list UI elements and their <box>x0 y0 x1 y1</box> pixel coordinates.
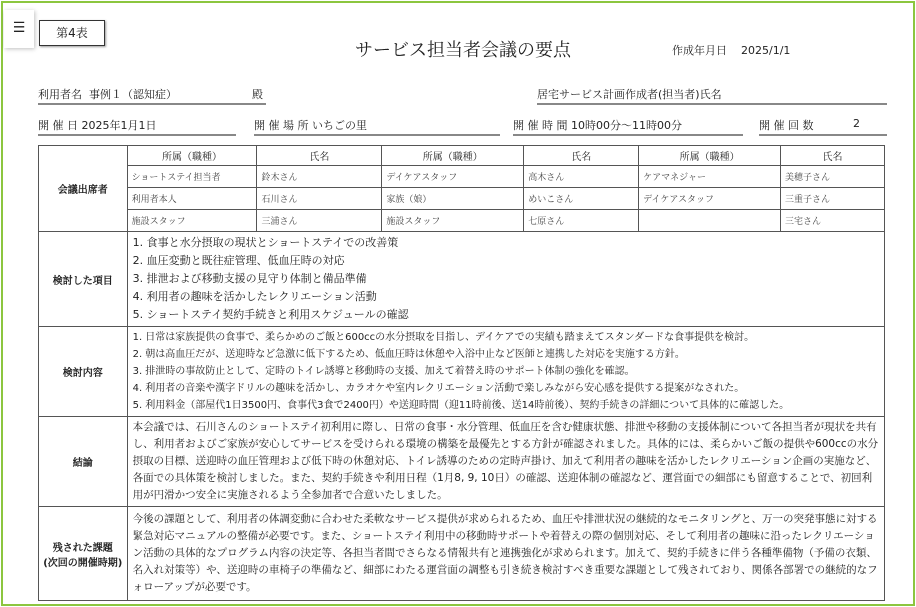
item-line: 3. 排泄および移動支援の見守り体制と備品準備 <box>132 272 367 285</box>
content-line: 3. 排泄時の事故防止として、定時のトイレ誘導と移動時の支援、加えて着替え時のサポート体制の強化を確認。 <box>132 366 635 377</box>
form-id: 第4表 <box>39 20 105 46</box>
content-list <box>127 327 884 417</box>
item-line: 1. 食事と水分摂取の現状とショートステイでの改善策 <box>132 236 399 249</box>
next-meeting-label: (次回の開催時期) <box>43 557 123 569</box>
attendee-affiliation: デイケアスタッフ <box>382 166 524 188</box>
user-name-field <box>38 86 266 105</box>
page-title: サービス担当者会議の要点 <box>355 40 571 61</box>
remaining-title: 残された課題 <box>52 542 113 554</box>
attendee-name: めいこさん <box>524 188 639 210</box>
planner-field <box>537 86 887 105</box>
attendee-name: 美穂子さん <box>781 166 885 188</box>
attendee-affiliation: ケアマネジャー <box>639 166 781 188</box>
attendee-name: 三宅さん <box>781 210 885 232</box>
count-field <box>759 117 887 136</box>
items-list <box>127 232 884 327</box>
item-line: 4. 利用者の趣味を活かしたレクリエーション活動 <box>132 290 377 303</box>
attendee-name: 七原さん <box>524 210 639 232</box>
user-name: 事例１（認知症） <box>89 88 177 101</box>
items-label: 検討した項目 <box>39 232 128 327</box>
item-line: 5. ショートステイ契約手続きと利用スケジュールの確認 <box>132 308 409 321</box>
attendee-name: 石川さん <box>257 188 382 210</box>
header-affiliation: 所属（職種） <box>127 146 257 166</box>
time-label: 開 催 時 間 <box>513 119 568 132</box>
remaining-row <box>39 507 885 601</box>
content-row <box>39 327 885 417</box>
attendee-row <box>39 210 885 232</box>
menu-icon[interactable]: ☰ <box>4 10 34 48</box>
attendee-affiliation: 利用者本人 <box>127 188 257 210</box>
user-label: 利用者名 <box>38 88 82 101</box>
date-label: 開 催 日 <box>38 119 78 132</box>
attendee-name: 高木さん <box>524 166 639 188</box>
conclusion-label: 結論 <box>39 417 128 507</box>
header-affiliation: 所属（職種） <box>382 146 524 166</box>
header-affiliation: 所属（職種） <box>639 146 781 166</box>
conclusion-text: 本会議では、石川さんのショートステイ初利用に際し、日常の食事・水分管理、低血圧を含む健康状態、排泄や移動の支援体制について各担当者が現状を共有し、利用者およびご家族が安心してサービスを受けられる環境の構築を最優先とする方針が確認されました。具体的には、柔らかいご飯の提供や600ccの水分摂取の目標、送迎時の血圧管理および低下時の休憩対応、トイレ誘導のための定時声掛け、加えて利用者の趣味を活かしたレクリエーション企画の実施など、各面での具体策を検討しました。また、契約手続きや利用日程（1月8, 9, 10日）の確認、送迎体制の確認など、運営面での細部にも留意することで、初回利用が円滑かつ安全に実施されるよう全参加者で合意いたしました。 <box>127 417 884 507</box>
attendee-affiliation: 施設スタッフ <box>382 210 524 232</box>
header-name: 氏名 <box>781 146 885 166</box>
attendee-header-row <box>39 146 885 166</box>
attendee-name: 鈴木さん <box>257 166 382 188</box>
attendee-row <box>39 166 885 188</box>
attendee-affiliation: ショートステイ担当者 <box>127 166 257 188</box>
place-label: 開 催 場 所 <box>254 119 309 132</box>
attendee-affiliation: 家族（娘） <box>382 188 524 210</box>
remaining-label <box>39 507 128 601</box>
attendee-row <box>39 188 885 210</box>
created-date <box>672 42 790 58</box>
content-line: 2. 朝は高血圧だが、送迎時など急激に低下するため、低血圧時は休憩や入浴中止など医師と連携した対応を実施する方針。 <box>132 349 685 360</box>
count-label: 開 催 回 数 <box>759 119 814 132</box>
meeting-table <box>38 145 885 601</box>
time-field <box>513 117 743 136</box>
date-value: 2025年1月1日 <box>81 119 157 132</box>
created-value: 2025/1/1 <box>741 44 791 57</box>
time-value: 10時00分〜11時00分 <box>571 119 682 132</box>
honorific: 殿 <box>252 88 263 101</box>
attendee-name: 三重子さん <box>781 188 885 210</box>
attendee-affiliation: デイケアスタッフ <box>639 188 781 210</box>
items-row <box>39 232 885 327</box>
item-line: 2. 血圧変動と既往症管理、低血圧時の対応 <box>132 254 345 267</box>
date-field <box>38 117 236 136</box>
content-line: 5. 利用料金（部屋代1日3500円、食事代3食で2400円）や送迎時間（迎11時前後、送14時前後）、契約手続きの詳細について具体的に確認した。 <box>132 400 790 411</box>
header-name: 氏名 <box>257 146 382 166</box>
planner-label: 居宅サービス計画作成者(担当者)氏名 <box>537 88 722 101</box>
place-field <box>254 117 500 136</box>
created-label: 作成年月日 <box>672 44 727 57</box>
content-label: 検討内容 <box>39 327 128 417</box>
content-line: 1. 日常は家族提供の食事で、柔らかめのご飯と600ccの水分摂取を目指し、デイケアでの実績も踏まえてスタンダードな食事提供を検討。 <box>132 332 755 343</box>
content-line: 4. 利用者の音楽や漢字ドリルの趣味を活かし、カラオケや室内レクリエーション活動で楽しみながら安心感を提供する提案がなされた。 <box>132 383 745 394</box>
attendee-affiliation <box>639 210 781 232</box>
attendee-name: 三浦さん <box>257 210 382 232</box>
count-value: 2 <box>853 117 860 130</box>
conclusion-row <box>39 417 885 507</box>
attendee-affiliation: 施設スタッフ <box>127 210 257 232</box>
attendees-label: 会議出席者 <box>39 146 128 232</box>
place-value: いちごの里 <box>312 119 367 132</box>
header-name: 氏名 <box>524 146 639 166</box>
remaining-text: 今後の課題として、利用者の体調変動に合わせた柔軟なサービス提供が求められるため、血圧や排泄状況の継続的なモニタリングと、万一の突発事態に対する緊急対応マニュアルの整備が必要です。また、ショートステイ利用中の移動時サポートや着替えの際の個別対応、そして利用者の趣味に沿ったレクリエーション活動の具体的なプログラム内容の決定等、各担当者間でさらなる情報共有と連携強化が求められます。加えて、契約手続きに伴う各種準備物（予備の衣類、名入れ対策等）や、送迎時の車椅子の準備など、細部にわたる運営面の調整も引き続き検討すべき重要な課題として残されており、関係各部署での継続的なフォローアップが必要です。 <box>127 507 884 601</box>
